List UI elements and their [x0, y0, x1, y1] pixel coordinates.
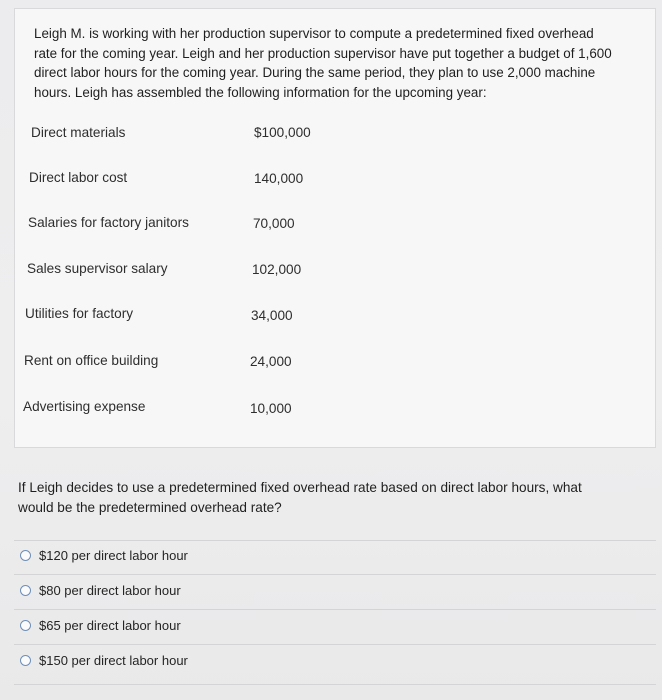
radio-button[interactable]: [20, 585, 31, 596]
item-label: Direct labor cost: [29, 170, 128, 185]
question-text: If Leigh decides to use a predetermined fixed overhead rate based on direct labor hours, what would be the predetermined overhead rate?: [18, 480, 582, 515]
item-label: Salaries for factory janitors: [28, 215, 189, 230]
answer-option-4[interactable]: [20, 649, 188, 671]
item-label: Utilities for factory: [25, 306, 134, 321]
item-value: 140,000: [254, 171, 304, 186]
answer-option-3[interactable]: [20, 614, 181, 636]
item-label: Advertising expense: [23, 399, 146, 414]
divider: [14, 574, 656, 575]
divider: [14, 684, 656, 685]
answer-option-label: $80 per direct labor hour: [39, 582, 181, 598]
problem-intro: Leigh M. is working with her production supervisor to compute a predetermined fixed overhead rate for the coming year. Leigh and her production supervisor have put together a budget of 1,600 direct labor hours for the coming year. During the same period, they plan to use 2,000 machine hours. Leigh has assembled the following information for the upcoming year:: [34, 26, 612, 100]
answer-option-1[interactable]: [20, 544, 188, 566]
radio-button[interactable]: [20, 550, 31, 561]
item-value: 34,000: [251, 308, 293, 323]
item-value: 102,000: [252, 262, 302, 277]
answer-option-2[interactable]: [20, 579, 181, 601]
item-value: 24,000: [250, 354, 292, 369]
answer-option-label: $65 per direct labor hour: [39, 617, 181, 633]
item-label: Direct materials: [31, 125, 126, 140]
answer-option-label: $120 per direct labor hour: [39, 547, 188, 563]
divider: [14, 609, 656, 610]
item-value: 70,000: [253, 216, 295, 231]
item-label: Rent on office building: [24, 353, 159, 368]
divider: [14, 644, 656, 645]
radio-button[interactable]: [20, 655, 31, 666]
item-value: 10,000: [250, 401, 292, 416]
item-label: Sales supervisor salary: [27, 261, 168, 276]
divider: [14, 540, 656, 541]
answer-option-label: $150 per direct labor hour: [39, 652, 188, 668]
radio-button[interactable]: [20, 620, 31, 631]
item-value: $100,000: [254, 125, 311, 140]
